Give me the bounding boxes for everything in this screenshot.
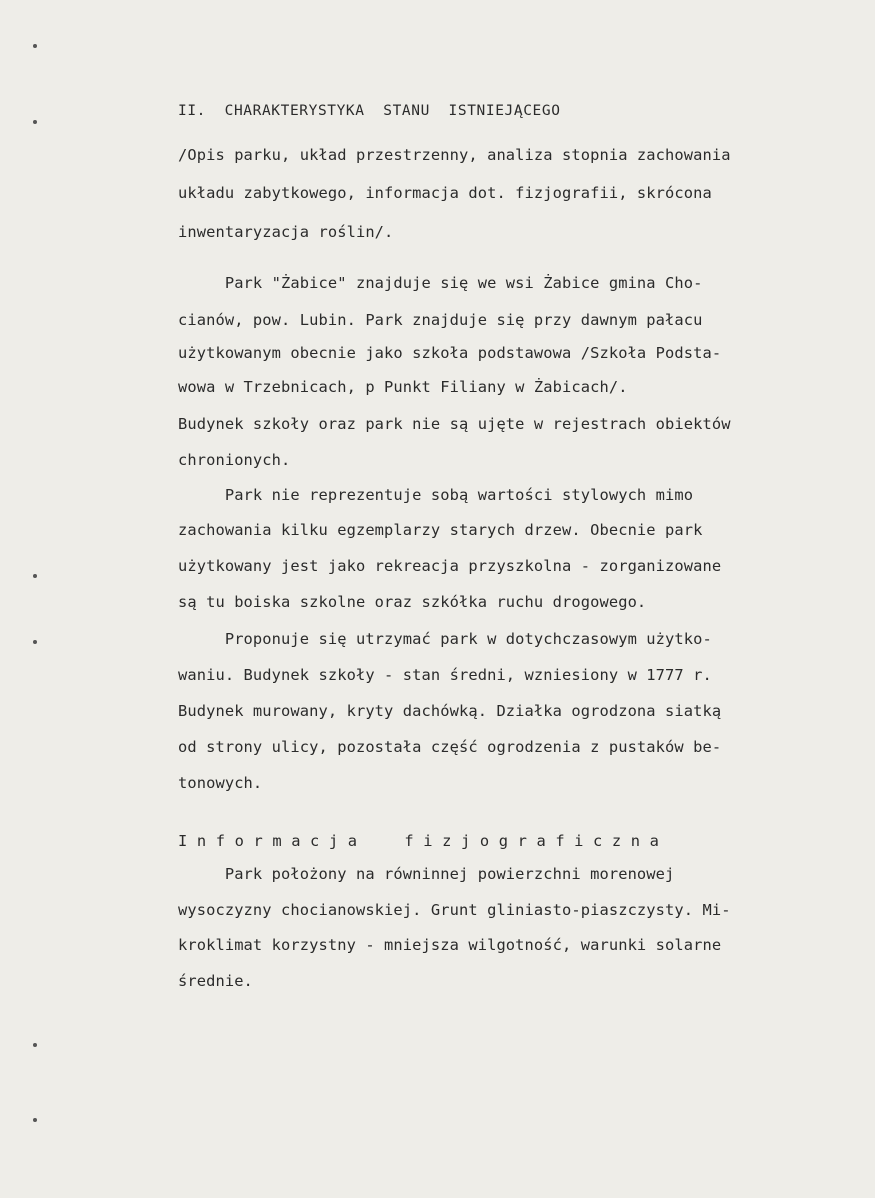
intro-line: układu zabytkowego, informacja dot. fizjografii, skrócona bbox=[178, 184, 712, 202]
binder-hole-mark bbox=[33, 574, 37, 578]
paragraph-line: tonowych. bbox=[178, 774, 263, 792]
section-heading: II. CHARAKTERYSTYKA STANU ISTNIEJĄCEGO bbox=[178, 103, 561, 119]
paragraph-line: Budynek murowany, kryty dachówką. Działka ogrodzona siatką bbox=[178, 702, 722, 720]
paragraph-line: Park "Żabice" znajduje się we wsi Żabice gmina Cho- bbox=[178, 274, 703, 292]
paragraph-line: zachowania kilku egzemplarzy starych drzew. Obecnie park bbox=[178, 521, 703, 539]
paragraph-line: wowa w Trzebnicach, p Punkt Filiany w Żabicach/. bbox=[178, 378, 628, 396]
intro-line: /Opis parku, układ przestrzenny, analiza stopnia zachowania bbox=[178, 146, 731, 164]
binder-hole-mark bbox=[33, 44, 37, 48]
paragraph-line: waniu. Budynek szkoły - stan średni, wzniesiony w 1777 r. bbox=[178, 666, 712, 684]
paragraph-line: Park nie reprezentuje sobą wartości stylowych mimo bbox=[178, 486, 694, 504]
intro-line: inwentaryzacja roślin/. bbox=[178, 223, 394, 241]
paragraph-line: kroklimat korzystny - mniejsza wilgotność, warunki solarne bbox=[178, 936, 722, 954]
paragraph-line: średnie. bbox=[178, 972, 253, 990]
paragraph-line: chronionych. bbox=[178, 451, 291, 469]
subsection-heading: Informacja fizjograficzna bbox=[178, 832, 669, 850]
paragraph-line: Budynek szkoły oraz park nie są ujęte w rejestrach obiektów bbox=[178, 415, 731, 433]
paragraph-line: Proponuje się utrzymać park w dotychczasowym użytko- bbox=[178, 630, 712, 648]
binder-hole-mark bbox=[33, 120, 37, 124]
paragraph-line: wysoczyzny chocianowskiej. Grunt gliniasto-piaszczysty. Mi- bbox=[178, 901, 731, 919]
paragraph-line: Park położony na równinnej powierzchni morenowej bbox=[178, 865, 675, 883]
binder-hole-mark bbox=[33, 640, 37, 644]
paragraph-line: cianów, pow. Lubin. Park znajduje się przy dawnym pałacu bbox=[178, 311, 703, 329]
binder-hole-mark bbox=[33, 1043, 37, 1047]
paragraph-line: od strony ulicy, pozostała część ogrodzenia z pustaków be- bbox=[178, 738, 722, 756]
paragraph-line: użytkowany jest jako rekreacja przyszkolna - zorganizowane bbox=[178, 557, 722, 575]
paragraph-line: użytkowanym obecnie jako szkoła podstawowa /Szkoła Podsta- bbox=[178, 344, 722, 362]
binder-hole-mark bbox=[33, 1118, 37, 1122]
paragraph-line: są tu boiska szkolne oraz szkółka ruchu drogowego. bbox=[178, 593, 647, 611]
